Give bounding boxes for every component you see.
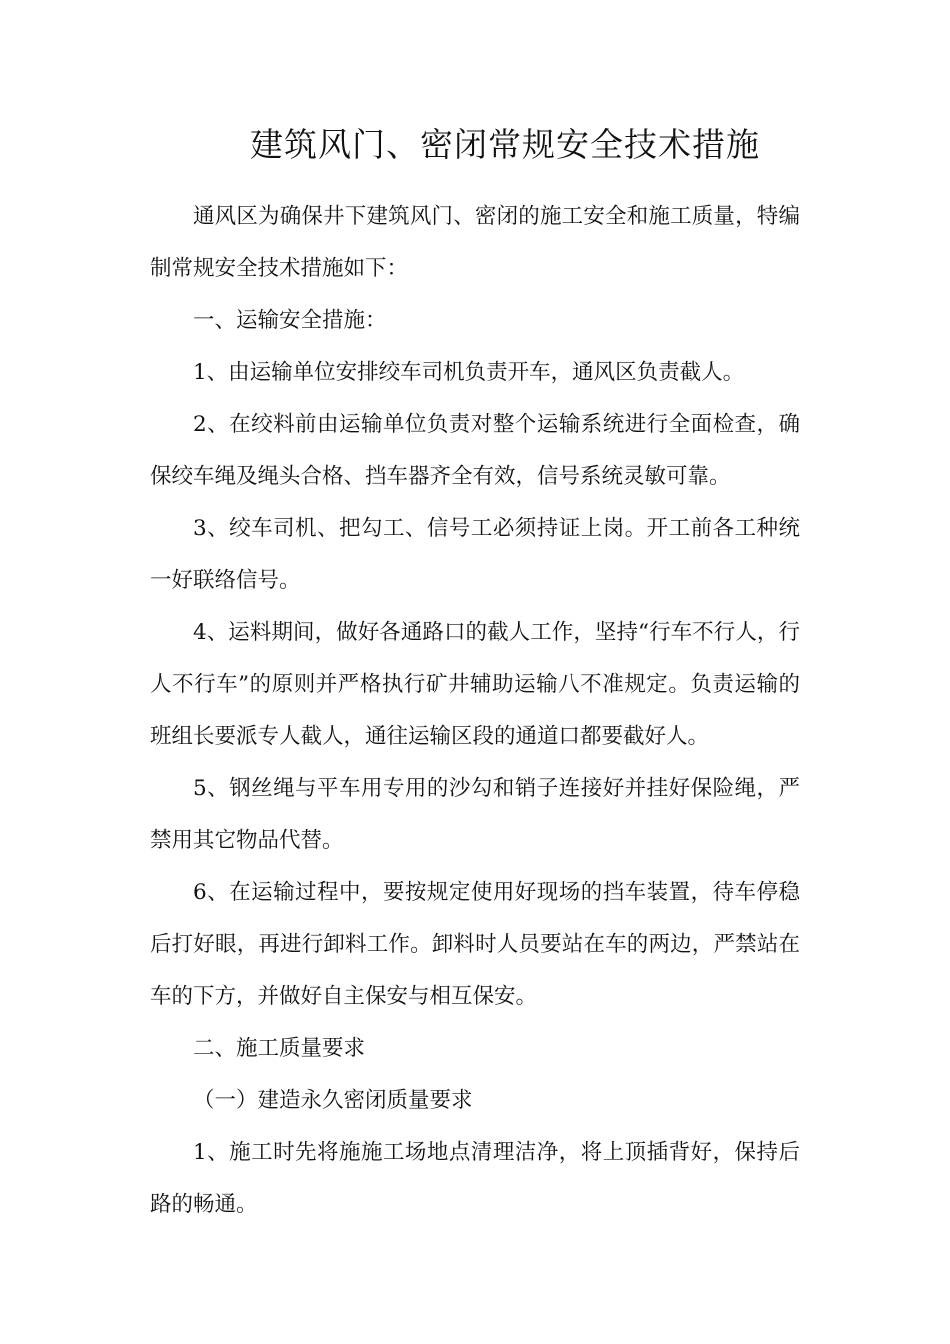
paragraph-item: 5、钢丝绳与平车用专用的沙勾和销子连接好并挂好保险绳，严禁用其它物品代替。: [150, 776, 800, 853]
section-heading-transport: 一、运输安全措施：: [193, 308, 387, 333]
paragraph-item: 3、绞车司机、把勾工、信号工必须持证上岗。开工前各工种统一好联络信号。: [150, 516, 800, 593]
paragraph-item: 1、施工时先将施施工场地点清理洁净，将上顶插背好，保持后路的畅通。: [150, 1140, 800, 1217]
paragraph-item: 4、运料期间，做好各通路口的截人工作，坚持“行车不行人，行人不行车”的原则并严格执行矿井辅助运输八不准规定。负责运输的班组长要派专人截人，通往运输区段的通道口都要截好人。: [150, 620, 800, 749]
document-title: 建筑风门、密闭常规安全技术措施: [250, 125, 760, 164]
paragraph-item: 6、在运输过程中，要按规定使用好现场的挡车装置，待车停稳后打好眼，再进行卸料工作。卸料时人员要站在车的两边，严禁站在车的下方，并做好自主保安与相互保安。: [150, 880, 800, 1009]
section-heading-quality: 二、施工质量要求: [193, 1036, 366, 1061]
document-body: [150, 191, 800, 1231]
paragraph-intro: 通风区为确保井下建筑风门、密闭的施工安全和施工质量，特编制常规安全技术措施如下：: [150, 204, 800, 281]
paragraph-item: 2、在绞料前由运输单位负责对整个运输系统进行全面检查，确保绞车绳及绳头合格、挡车器齐全有效，信号系统灵敏可靠。: [150, 412, 800, 489]
subsection-heading: （一）建造永久密闭质量要求: [193, 1088, 473, 1113]
paragraph-item: 1、由运输单位安排绞车司机负责开车，通风区负责截人。: [193, 360, 745, 385]
